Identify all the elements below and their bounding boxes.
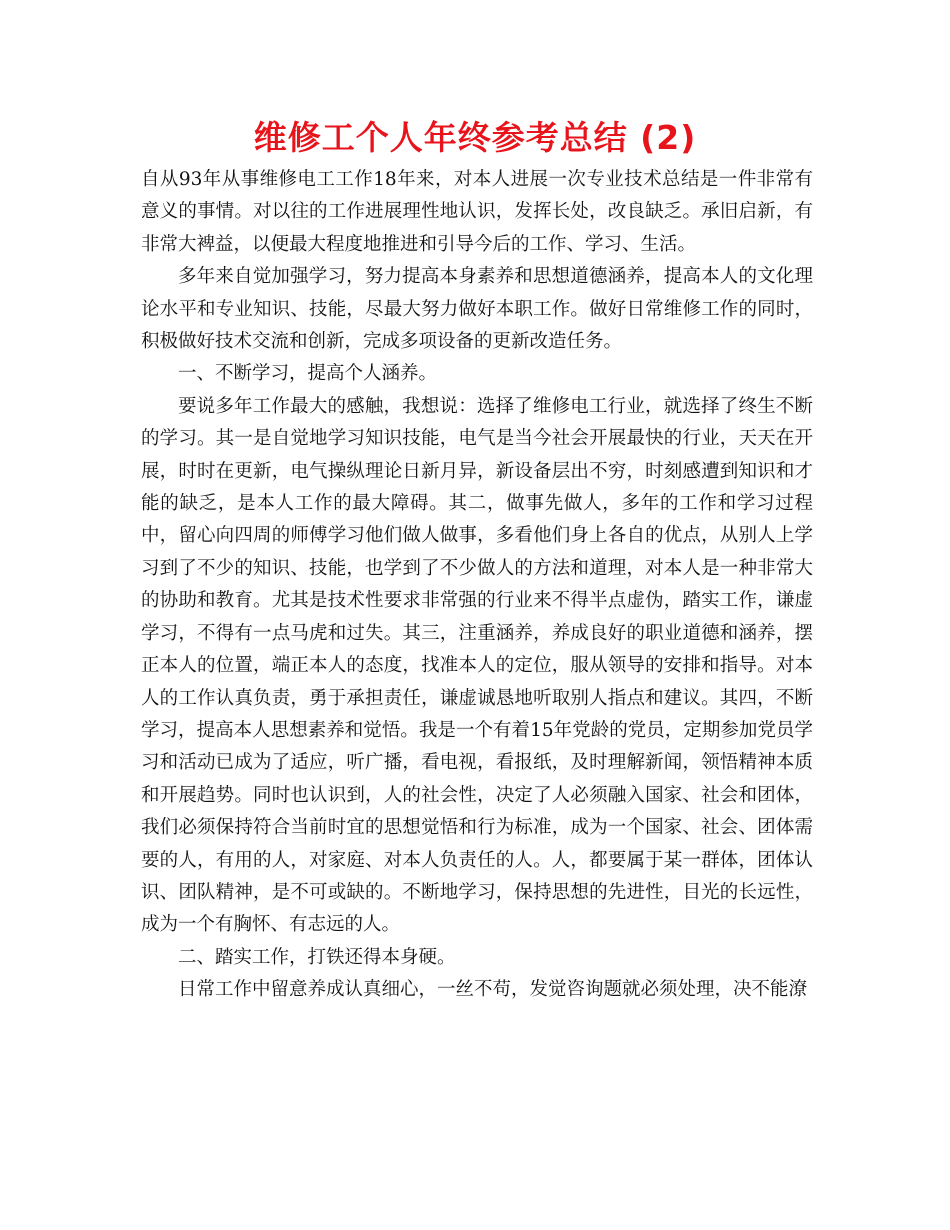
paragraph-learning: 要说多年工作最大的感触，我想说：选择了维修电工行业，就选择了终生不断的学习。其一是自觉地学习知识技能，电气是当今社会开展最快的行业，天天在开展，时时在更新，电气操纵理论日新月异，新设备层出不穷，时刻感遭到知识和才能的缺乏，是本人工作的最大障碍。其二，做事先做人，多年的工作和学习过程中，留心向四周的师傅学习他们做人做事，多看他们身上各自的优点，从别人上学习到了不少的知识、技能，也学到了不少做人的方法和道理，对本人是一种非常大的协助和教育。尤其是技术性要求非常强的行业来不得半点虚伪，踏实工作，谦虚学习，不得有一点马虎和过失。其三，注重涵养，养成良好的职业道德和涵养，摆正本人的位置，端正本人的态度，找准本人的定位，服从领导的安排和指导。对本人的工作认真负责，勇于承担责任，谦虚诚恳地听取别人指点和建议。其四，不断学习，提高本人思想素养和觉悟。我是一个有着15年党龄的党员，定期参加党员学习和活动已成为了适应，听广播，看电视，看报纸，及时理解新闻，领悟精神本质和开展趋势。同时也认识到，人的社会性，决定了人必须融入国家、社会和团体，我们必须保持符合当前时宜的思想觉悟和行为标准，成为一个国家、社会、团体需要的人，有用的人，对家庭、对本人负责任的人。人，都要属于某一群体，团体认识、团队精神，是不可或缺的。不断地学习，保持思想的先进性，目光的长远性，成为一个有胸怀、有志远的人。	[141, 395, 813, 936]
paragraph-intro: 自从93年从事维修电工工作18年来，对本人进展一次专业技术总结是一件非常有意义的事情。对以往的工作进展理性地认识，发挥长处，改良缺乏。承旧启新，有非常大裨益，以便最大程度地推进和引导今后的工作、学习、生活。	[141, 169, 813, 255]
section-heading-2: 二、踏实工作，打铁还得本身硬。	[178, 946, 456, 968]
paragraph-overview: 多年来自觉加强学习，努力提高本身素养和思想道德涵养，提高本人的文化理论水平和专业知识、技能，尽最大努力做好本职工作。做好日常维修工作的同时，积极做好技术交流和创新，完成多项设备的更新改造任务。	[141, 266, 813, 353]
document-body	[141, 164, 813, 1007]
document-title: 维修工个人年终参考总结 (2)	[253, 118, 697, 157]
section-heading-1: 一、不断学习，提高个人涵养。	[178, 363, 438, 385]
paragraph-work: 日常工作中留意养成认真细心，一丝不苟，发觉咨询题就必须处理，决不能潦	[178, 979, 808, 1001]
